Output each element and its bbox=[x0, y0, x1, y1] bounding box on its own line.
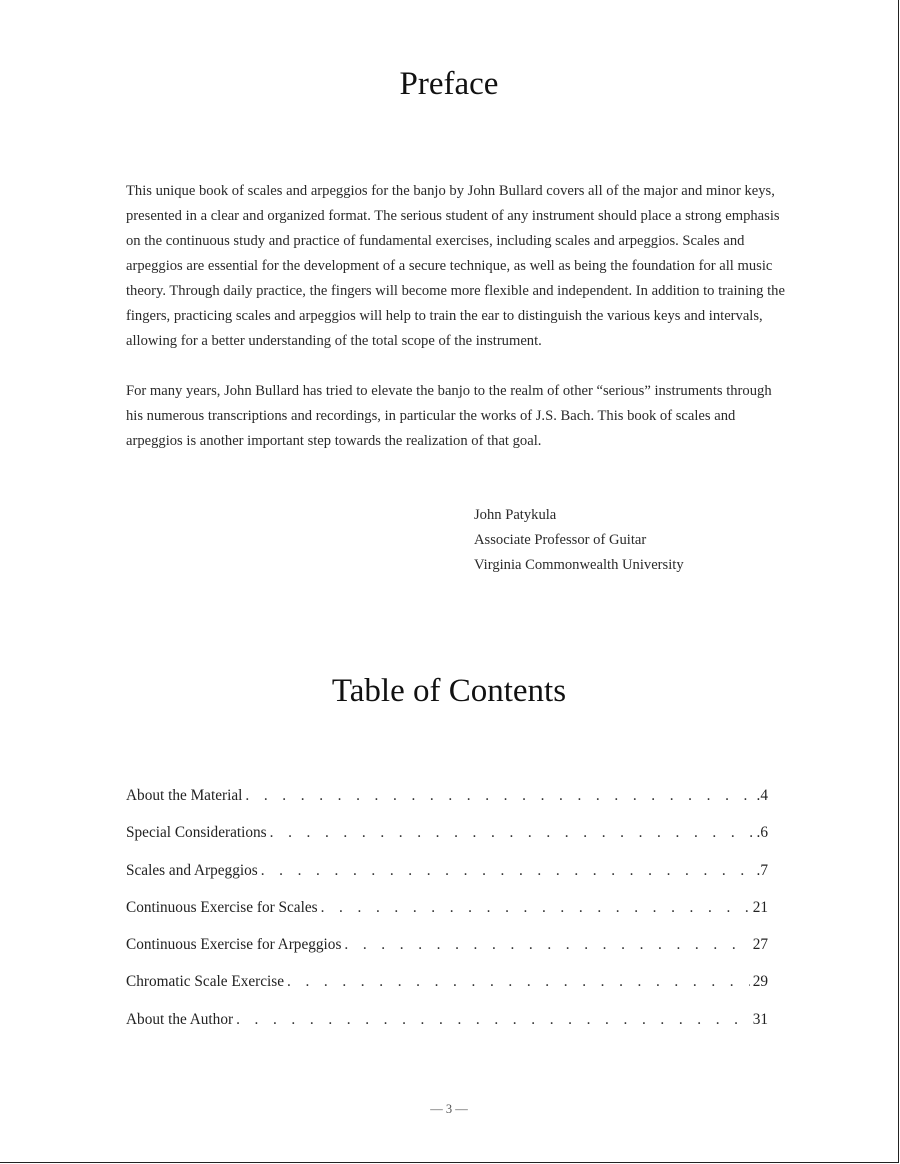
preface-body bbox=[126, 179, 786, 479]
signature-role: Associate Professor of Guitar bbox=[474, 532, 647, 548]
toc-entry[interactable] bbox=[126, 973, 768, 1010]
toc-entry-page: .7 bbox=[756, 861, 768, 879]
toc-entry-label: About the Material bbox=[126, 787, 243, 804]
toc-leader-dots bbox=[287, 973, 750, 991]
table-of-contents bbox=[126, 787, 768, 1048]
toc-entry-label: Scales and Arpeggios bbox=[126, 861, 258, 879]
toc-entry[interactable] bbox=[126, 862, 768, 899]
signature-name: John Patykula bbox=[474, 507, 557, 523]
toc-entry-page: 27 bbox=[752, 936, 768, 954]
page-number: — 3 — bbox=[430, 1102, 468, 1116]
toc-entry-page: .6 bbox=[756, 824, 768, 842]
toc-entry-label: About the Author bbox=[126, 1010, 234, 1028]
toc-leader-dots bbox=[261, 862, 754, 880]
toc-entry[interactable] bbox=[126, 936, 768, 973]
toc-entry-page: 29 bbox=[752, 973, 768, 991]
preface-paragraph: This unique book of scales and arpeggios for the banjo by John Bullard covers all of the major and minor keys, presented in a clear and organized format. The serious student of any instrument should place a strong emphasis on the continuous study and practice of fundamental exercises, including scales and arpeggios. Scales and arpeggios are essential for the development of a secure technique, as well as being the foundation for all music theory. Through daily practice, the fingers will become more flexible and independent. In addition to training the fingers, practicing scales and arpeggios will help to train the ear to distinguish the various keys and intervals, allowing for a better understanding of the total scope of the instrument. bbox=[126, 183, 785, 349]
preface-title: Preface bbox=[399, 66, 499, 102]
toc-entry-page: 21 bbox=[752, 898, 768, 916]
toc-entry-label: Chromatic Scale Exercise bbox=[126, 973, 285, 991]
toc-leader-dots bbox=[270, 824, 754, 842]
signature-block bbox=[474, 503, 684, 578]
toc-entry-label: Special Considerations bbox=[126, 824, 267, 842]
toc-leader-dots bbox=[344, 936, 749, 954]
toc-entry[interactable] bbox=[126, 1011, 768, 1048]
toc-entry[interactable] bbox=[126, 899, 768, 936]
toc-entry[interactable] bbox=[126, 824, 768, 861]
preface-paragraph: For many years, John Bullard has tried to elevate the banjo to the realm of other “serious” instruments through his numerous transcriptions and recordings, in particular the works of J.S. Bach. This book of scales and arpeggios is another important step towards the realization of that goal. bbox=[126, 383, 772, 449]
signature-institution: Virginia Commonwealth University bbox=[474, 557, 684, 573]
toc-entry-page: .4 bbox=[756, 787, 768, 804]
toc-entry[interactable] bbox=[126, 787, 768, 824]
toc-leader-dots bbox=[321, 899, 750, 917]
toc-leader-dots bbox=[236, 1011, 750, 1029]
toc-entry-label: Continuous Exercise for Arpeggios bbox=[126, 936, 342, 954]
toc-title: Table of Contents bbox=[331, 673, 567, 709]
toc-entry-page: 31 bbox=[752, 1010, 768, 1028]
toc-entry-label: Continuous Exercise for Scales bbox=[126, 898, 318, 916]
toc-leader-dots bbox=[245, 787, 753, 805]
